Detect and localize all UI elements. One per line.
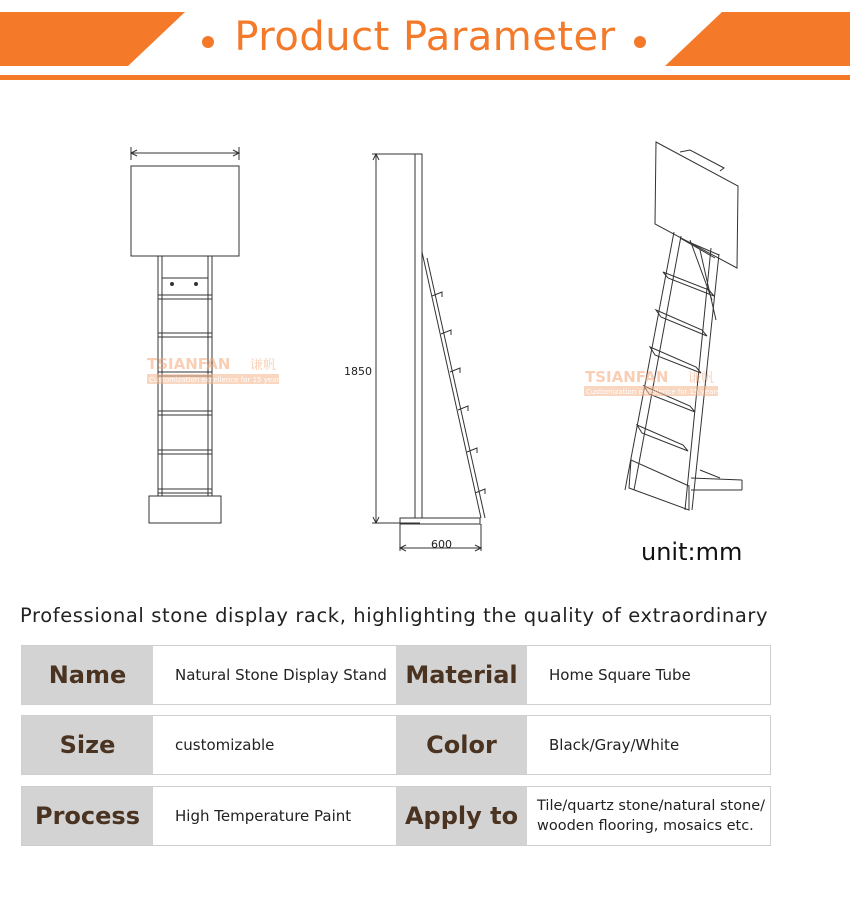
height-dimension-label: 1850 xyxy=(344,365,372,378)
spec-row xyxy=(21,715,771,775)
spec-value: Natural Stone Display Stand xyxy=(153,646,396,704)
watermark-brand-iso: TSIANFAN xyxy=(585,368,669,386)
unit-label: unit:mm xyxy=(641,538,743,566)
spec-label: Color xyxy=(396,716,527,774)
watermark-cn-front: 谦帆 xyxy=(250,358,277,373)
product-tagline: Professional stone display rack, highlighting the quality of extraordinary xyxy=(20,604,769,627)
isometric-view-drawing xyxy=(625,142,742,510)
page-title: Product Parameter xyxy=(234,14,616,60)
spec-label: Apply to xyxy=(396,787,527,845)
watermark-brand-front: TSIANFAN xyxy=(147,355,231,373)
watermark-front xyxy=(147,355,283,384)
spec-label: Material xyxy=(396,646,527,704)
watermark-tagline-iso: Customization excellence for 15 years xyxy=(586,388,720,396)
front-view-drawing xyxy=(131,147,239,523)
watermark-tagline-front: Customization excellence for 15 years xyxy=(149,376,283,384)
section-header xyxy=(0,0,850,82)
spec-label: Size xyxy=(22,716,153,774)
watermark-cn-iso: 谦帆 xyxy=(688,371,715,386)
spec-row xyxy=(21,645,771,705)
spec-value: Tile/quartz stone/natural stone/ wooden flooring, mosaics etc. xyxy=(527,787,770,845)
spec-row xyxy=(21,786,771,846)
spec-label: Process xyxy=(22,787,153,845)
width-dimension-label: 600 xyxy=(431,538,452,551)
side-view-drawing xyxy=(372,154,485,551)
spec-value: Black/Gray/White xyxy=(527,716,770,774)
spec-value: customizable xyxy=(153,716,396,774)
spec-label: Name xyxy=(22,646,153,704)
spec-value: Home Square Tube xyxy=(527,646,770,704)
header-underline xyxy=(0,75,850,80)
technical-drawings xyxy=(0,82,850,592)
spec-value: High Temperature Paint xyxy=(153,787,396,845)
watermark-iso xyxy=(584,368,720,396)
